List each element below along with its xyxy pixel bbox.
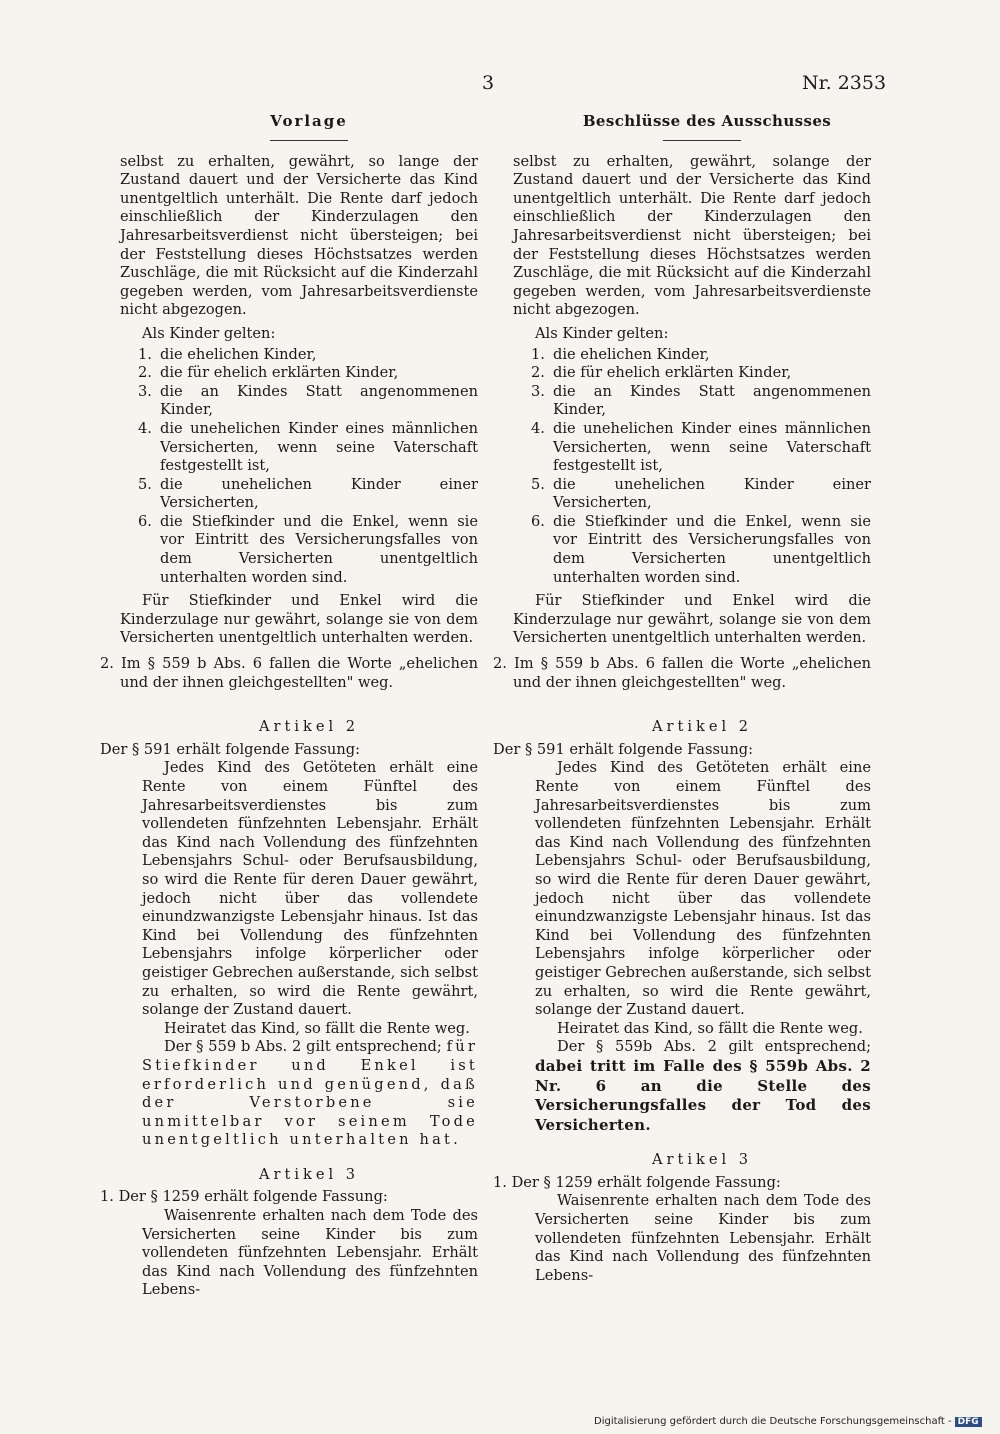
paragraph: Jedes Kind des Getöteten erhält eine Rente von einem Fünftel des Jahresarbeitsverdienstes bis zum vollendeten fünfzehnten Lebensjahr. Erhält das Kind nach Vollendung des fünfzehnten Lebensjahrs Schul- oder Berufsausbildung, so wird die Rente für deren Dauer gewährt, jedoch nicht über das vollendete einundzwanzigste Lebensjahr hinaus. Ist das Kind bei Vollendung des fünfzehnten Lebensjahrs infolge körperlicher oder geistiger Gebrechen außerstande, sich selbst zu erhalten, so wird die Rente gewährt, solange der Zustand dauert. [535, 759, 871, 1019]
list-item: 3. die an Kindes Statt angenommenen Kinder, [531, 382, 871, 419]
paragraph: Heiratet das Kind, so fällt die Rente weg. [164, 1019, 470, 1037]
paragraph: Waisenrente erhalten nach dem Tode des Versicherten seine Kinder bis zum vollendeten fünfzehnten Lebensjahr. Erhält das Kind nach Vollendung des fünfzehnten Lebens- [535, 1192, 871, 1284]
kinder-intro: Als Kinder gelten: [535, 324, 669, 342]
kinder-list [120, 346, 478, 588]
document-number: Nr. 2353 [802, 72, 887, 94]
right-column-beschluesse [493, 112, 871, 1285]
dfg-logo: DFG [955, 1417, 982, 1427]
paragraph: Der § 559b Abs. 2 gilt entsprechend; dabei tritt im Falle des § 559b Abs. 2 Nr. 6 an die Stelle des Versicherungsfalles der Tod des Versicherten. [535, 1038, 871, 1134]
left-column-title: Vorlage [270, 112, 348, 130]
kinder-list [513, 346, 871, 588]
list-item: 2. die für ehelich erklärten Kinder, [531, 364, 792, 382]
list-item: 4. die unehelichen Kinder eines männlichen Versicherten, wenn seine Vaterschaft festgestellt ist, [531, 419, 871, 475]
article-intro: 1. Der § 1259 erhält folgende Fassung: [100, 1188, 388, 1206]
footer-text: Digitalisierung gefördert durch die Deutsche Forschungsgemeinschaft - [594, 1416, 952, 1427]
list-item: 5. die unehelichen Kinder einer Versicherten, [531, 475, 871, 512]
left-column-vorlage [100, 112, 479, 1300]
kinder-intro: Als Kinder gelten: [142, 324, 276, 342]
article-heading: Artikel 3 [651, 1151, 753, 1169]
paragraph: Jedes Kind des Getöteten erhält eine Rente von einem Fünftel des Jahresarbeitsverdienstes bis zum vollendeten fünfzehnten Lebensjahr. Erhält das Kind nach Vollendung des fünfzehnten Lebensjahrs Schul- oder Berufsausbildung, so wird die Rente für deren Dauer gewährt, jedoch nicht über das vollendete einundzwanzigste Lebensjahr hinaus. Ist das Kind bei Vollendung des fünfzehnten Lebensjahrs infolge körperlicher oder geistiger Gebrechen außerstande, sich selbst zu erhalten, so wird die Rente gewährt, solange der Zustand dauert. [142, 759, 478, 1019]
list-item: 3. die an Kindes Statt angenommenen Kinder, [138, 382, 478, 419]
article-heading: Artikel 3 [258, 1165, 360, 1183]
list-item: 2. die für ehelich erklärten Kinder, [138, 364, 399, 382]
digitization-footer [594, 1416, 982, 1427]
list-item: 1. die ehelichen Kinder, [138, 345, 317, 363]
paragraph: selbst zu erhalten, gewährt, solange der Zustand dauert und der Versicherte das Kind unentgeltlich unterhält. Die Rente darf jedoch einschließlich der Kinderzulagen den Jahresarbeitsverdienst nicht übersteigen; bei der Feststellung dieses Höchstsatzes werden Zuschläge, die mit Rücksicht auf die Kinderzahl gegeben werden, vom Jahresarbeitsverdienste nicht abgezogen. [513, 152, 871, 319]
paragraph: 2. Im § 559 b Abs. 6 fallen die Worte „ehelichen und der ihnen gleichgestellten" weg. [493, 655, 871, 691]
bold-amendment-text: dabei tritt im Falle des § 559b Abs. 2 Nr. 6 an die Stelle des Versicherungsfalles der Tod des Versicherten. [535, 1056, 871, 1134]
paragraph: Waisenrente erhalten nach dem Tode des Versicherten seine Kinder bis zum vollendeten fünfzehnten Lebensjahr. Erhält das Kind nach Vollendung des fünfzehnten Lebens- [142, 1207, 478, 1299]
article-intro: Der § 591 erhält folgende Fassung: [493, 740, 753, 758]
article-text [513, 759, 871, 1135]
paragraph: Der § 559 b Abs. 2 gilt entsprechend; für Stiefkinder und Enkel ist erforderlich und genügend, daß der Verstorbene sie unmittelbar vor seinem Tode unentgeltlich unterhalten hat. [142, 1038, 479, 1149]
article-text [513, 1192, 871, 1285]
list-item: 1. die ehelichen Kinder, [531, 345, 710, 363]
article-text [120, 1207, 478, 1300]
article-heading: Artikel 2 [651, 718, 753, 736]
page-number: 3 [482, 72, 495, 94]
article-heading: Artikel 2 [258, 718, 360, 736]
paragraph: Für Stiefkinder und Enkel wird die Kinderzulage nur gewährt, solange sie von dem Versicherten unentgeltlich unterhalten werden. [513, 592, 871, 647]
spaced-text: für Stiefkinder und Enkel ist erforderlich und genügend, daß der Verstorbene sie unmittelbar vor seinem Tode unentgeltlich unterhalten hat. [142, 1038, 479, 1149]
right-column-title: Beschlüsse des Ausschusses [582, 112, 832, 130]
paragraph: Heiratet das Kind, so fällt die Rente weg. [557, 1019, 863, 1037]
list-item: 5. die unehelichen Kinder einer Versicherten, [138, 475, 478, 512]
title-rule [663, 140, 741, 141]
title-rule [270, 140, 348, 141]
list-item: 6. die Stiefkinder und die Enkel, wenn sie vor Eintritt des Versicherungsfalles von dem Versicherten unentgeltlich unterhalten worden sind. [138, 512, 478, 586]
list-item: 4. die unehelichen Kinder eines männlichen Versicherten, wenn seine Vaterschaft festgestellt ist, [138, 419, 478, 475]
article-intro: 1. Der § 1259 erhält folgende Fassung: [493, 1173, 781, 1191]
list-item: 6. die Stiefkinder und die Enkel, wenn sie vor Eintritt des Versicherungsfalles von dem Versicherten unentgeltlich unterhalten worden sind. [531, 512, 871, 586]
paragraph: Für Stiefkinder und Enkel wird die Kinderzulage nur gewährt, solange sie von dem Versicherten unentgeltlich unterhalten werden. [120, 592, 478, 647]
article-intro: Der § 591 erhält folgende Fassung: [100, 740, 360, 758]
paragraph: selbst zu erhalten, gewährt, so lange der Zustand dauert und der Versicherte das Kind unentgeltlich unterhält. Die Rente darf jedoch einschließlich der Kinderzulagen den Jahresarbeitsverdienst nicht übersteigen; bei der Feststellung dieses Höchstsatzes werden Zuschläge, die mit Rücksicht auf die Kinderzahl gegeben werden, vom Jahresarbeitsverdienste nicht abgezogen. [120, 152, 478, 319]
article-text [120, 759, 478, 1149]
paragraph: 2. Im § 559 b Abs. 6 fallen die Worte „ehelichen und der ihnen gleichgestellten" weg. [100, 655, 478, 691]
